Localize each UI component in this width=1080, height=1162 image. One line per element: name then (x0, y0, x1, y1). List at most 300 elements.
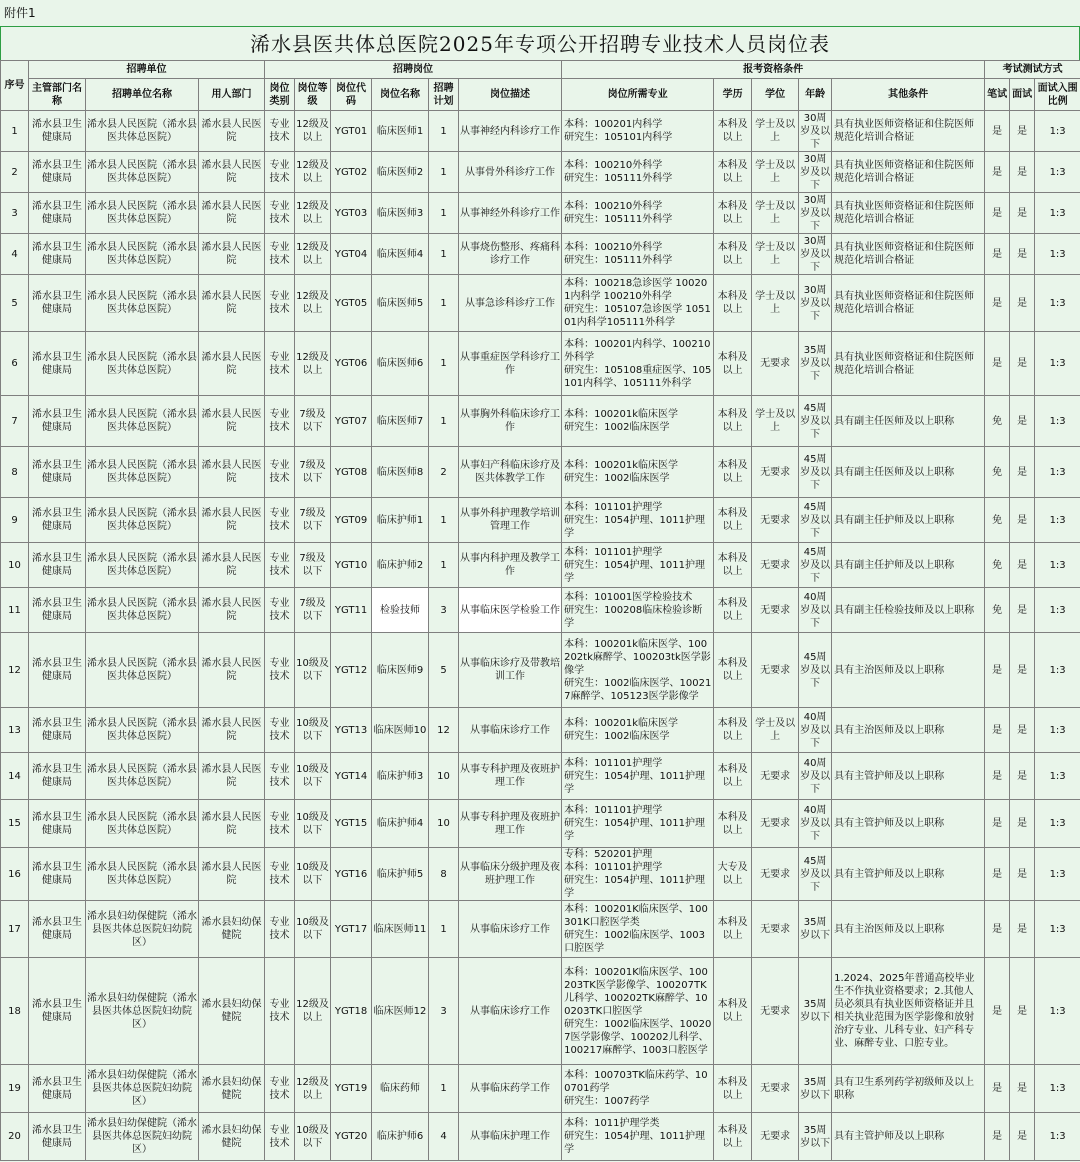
cell-interview: 是 (1010, 958, 1035, 1065)
cell-written: 免 (985, 588, 1010, 633)
cell-name: 临床医师4 (372, 234, 429, 275)
cell-dept: 浠水县卫生健康局 (29, 588, 86, 633)
cell-written: 是 (985, 1065, 1010, 1113)
cell-unit: 浠水县人民医院（浠水县医共体总医院） (86, 234, 199, 275)
cell-age: 40周岁及以下 (799, 753, 832, 800)
cell-major: 本科：101101护理学 研究生：1054护理、1011护理学 (562, 498, 714, 543)
cell-edu: 本科及以上 (714, 332, 752, 396)
cell-unit: 浠水县人民医院（浠水县医共体总医院） (86, 848, 199, 901)
header-degree: 学位 (752, 79, 799, 111)
cell-employer: 浠水县人民医院 (199, 234, 265, 275)
cell-major: 本科：100218急诊医学 100201内科学 100210外科学 研究生：105107急诊医学 105101内科学105111外科学 (562, 275, 714, 332)
cell-degree: 学士及以上 (752, 111, 799, 152)
cell-desc: 从事临床诊疗及带教培训工作 (459, 633, 562, 708)
cell-dept: 浠水县卫生健康局 (29, 275, 86, 332)
cell-age: 30周岁及以下 (800, 235, 831, 273)
cell-edu: 本科及以上 (714, 447, 752, 498)
cell-age: 45周岁及以下 (799, 498, 832, 543)
cell-employer: 浠水县人民医院 (199, 588, 265, 633)
cell-type: 专业技术 (265, 958, 295, 1065)
cell-other: 具有副主任检验技师及以上职称 (832, 588, 985, 633)
table-row (1, 1113, 1080, 1161)
cell-ratio: 1:3 (1035, 708, 1080, 753)
cell-code: YGT16 (331, 848, 372, 901)
cell-written: 是 (985, 193, 1010, 234)
cell-desc: 从事专科护理及夜班护理工作 (459, 753, 562, 800)
cell-unit: 浠水县人民医院（浠水县医共体总医院） (86, 396, 199, 447)
cell-type: 专业技术 (265, 633, 295, 708)
cell-level: 12级及以上 (295, 958, 331, 1065)
cell-desc: 从事内科护理及教学工作 (459, 543, 562, 588)
cell-type: 专业技术 (265, 447, 295, 498)
cell-seq: 17 (1, 901, 29, 958)
cell-other: 具有执业医师资格证和住院医师规范化培训合格证 (832, 193, 985, 234)
cell-plan: 1 (429, 332, 459, 396)
cell-unit: 浠水县人民医院（浠水县医共体总医院） (86, 498, 199, 543)
table-row (1, 396, 1080, 447)
cell-name: 临床护师6 (372, 1113, 429, 1161)
cell-name: 临床医师11 (372, 901, 429, 958)
cell-other: 具有副主任护师及以上职称 (832, 498, 985, 543)
cell-dept: 浠水县卫生健康局 (29, 848, 86, 901)
cell-dept: 浠水县卫生健康局 (29, 1113, 86, 1161)
cell-dept: 浠水县卫生健康局 (29, 152, 86, 193)
cell-written: 是 (985, 332, 1010, 396)
cell-degree: 学士及以上 (752, 708, 799, 753)
cell-dept: 浠水县卫生健康局 (29, 800, 86, 848)
cell-interview: 是 (1010, 543, 1035, 588)
cell-major: 本科：100201k临床医学 研究生：1002临床医学 (562, 396, 714, 447)
header-group-conditions: 报考资格条件 (562, 61, 985, 79)
table-row (1, 800, 1080, 848)
cell-major: 本科：101101护理学 研究生：1054护理、1011护理学 (562, 800, 714, 848)
cell-major: 本科：100201K临床医学、100203TK医学影像学、100207TK儿科学、100202TK麻醉学、100203TK口腔医学 研究生：1002临床医学、100207医学影像学、100202儿科学、100217麻醉学、1003口腔医学 (562, 958, 714, 1065)
cell-dept: 浠水县卫生健康局 (29, 901, 86, 958)
cell-unit: 浠水县人民医院（浠水县医共体总医院） (86, 193, 199, 234)
cell-ratio: 1:3 (1035, 275, 1080, 332)
cell-code: YGT11 (331, 588, 372, 633)
cell-written: 免 (985, 396, 1010, 447)
table-row (1, 633, 1080, 708)
cell-other: 具有副主任医师及以上职称 (832, 447, 985, 498)
cell-code: YGT08 (331, 447, 372, 498)
cell-name: 临床护师2 (372, 543, 429, 588)
cell-other: 具有副主任护师及以上职称 (832, 543, 985, 588)
cell-dept: 浠水县卫生健康局 (29, 708, 86, 753)
cell-interview: 是 (1010, 275, 1035, 332)
cell-type: 专业技术 (265, 901, 295, 958)
cell-major: 本科：100201内科学 研究生：105101内科学 (562, 111, 714, 152)
cell-age: 35周岁以下 (799, 1113, 832, 1161)
cell-age: 30周岁及以下 (800, 194, 831, 232)
cell-written: 免 (985, 447, 1010, 498)
cell-type: 专业技术 (265, 396, 295, 447)
cell-edu: 本科及以上 (714, 588, 752, 633)
cell-major: 本科：101101护理学 研究生：1054护理、1011护理学 (562, 753, 714, 800)
header-plan: 招聘计划 (429, 79, 459, 111)
cell-edu: 本科及以上 (714, 152, 752, 193)
cell-interview: 是 (1010, 800, 1035, 848)
cell-name: 临床护师1 (372, 498, 429, 543)
cell-name: 临床护师5 (372, 848, 429, 901)
cell-dept: 浠水县卫生健康局 (29, 958, 86, 1065)
cell-name: 临床护师4 (372, 800, 429, 848)
cell-age: 30周岁及以下 (800, 112, 831, 150)
cell-interview: 是 (1010, 111, 1035, 152)
cell-ratio: 1:3 (1035, 753, 1080, 800)
table-row (1, 588, 1080, 633)
cell-code: YGT07 (331, 396, 372, 447)
cell-other: 具有执业医师资格证和住院医师规范化培训合格证 (832, 234, 985, 275)
cell-level: 12级及以上 (295, 234, 331, 275)
cell-employer: 浠水县人民医院 (199, 800, 265, 848)
cell-type: 专业技术 (265, 193, 295, 234)
cell-employer: 浠水县妇幼保健院 (199, 1065, 265, 1113)
cell-plan: 1 (429, 498, 459, 543)
cell-age: 35周岁以下 (799, 901, 832, 958)
cell-ratio: 1:3 (1035, 396, 1080, 447)
cell-level: 7级及以下 (295, 498, 331, 543)
cell-unit: 浠水县人民医院（浠水县医共体总医院） (86, 111, 199, 152)
cell-degree: 无要求 (752, 848, 799, 901)
cell-code: YGT13 (331, 708, 372, 753)
cell-plan: 1 (429, 543, 459, 588)
cell-ratio: 1:3 (1035, 901, 1080, 958)
cell-desc: 从事临床诊疗工作 (459, 901, 562, 958)
cell-age: 35周岁及以下 (799, 332, 832, 396)
cell-ratio: 1:3 (1035, 1065, 1080, 1113)
cell-desc: 从事重症医学科诊疗工作 (459, 332, 562, 396)
cell-level: 7级及以下 (295, 396, 331, 447)
cell-major: 本科：101001医学检验技术 研究生：100208临床检验诊断学 (562, 588, 714, 633)
cell-seq: 15 (1, 800, 29, 848)
cell-degree: 无要求 (752, 800, 799, 848)
cell-employer: 浠水县妇幼保健院 (199, 901, 265, 958)
cell-seq: 2 (1, 152, 29, 193)
cell-plan: 8 (429, 848, 459, 901)
cell-interview: 是 (1010, 901, 1035, 958)
cell-degree: 无要求 (752, 1113, 799, 1161)
cell-employer: 浠水县人民医院 (199, 633, 265, 708)
cell-ratio: 1:3 (1035, 234, 1080, 275)
cell-major: 本科：100201k临床医学、100202tk麻醉学、100203tk医学影像学 研究生：1002临床医学、100217麻醉学、105123医学影像学 (562, 633, 714, 708)
cell-seq: 1 (1, 111, 29, 152)
cell-major: 本科：100210外科学 研究生：105111外科学 (562, 234, 714, 275)
cell-plan: 1 (429, 396, 459, 447)
cell-age: 45周岁及以下 (799, 848, 832, 901)
table-row (1, 901, 1080, 958)
cell-code: YGT02 (331, 152, 372, 193)
cell-seq: 9 (1, 498, 29, 543)
cell-degree: 无要求 (752, 543, 799, 588)
cell-code: YGT17 (331, 901, 372, 958)
table-row (1, 193, 1080, 234)
cell-unit: 浠水县妇幼保健院（浠水县医共体总医院妇幼院区） (86, 901, 199, 958)
cell-edu: 本科及以上 (714, 275, 752, 332)
cell-written: 是 (985, 275, 1010, 332)
cell-desc: 从事临床护理工作 (459, 1113, 562, 1161)
cell-level: 12级及以上 (295, 1065, 331, 1113)
cell-seq: 5 (1, 275, 29, 332)
cell-plan: 1 (429, 901, 459, 958)
cell-age: 30周岁及以下 (799, 275, 832, 332)
cell-seq: 19 (1, 1065, 29, 1113)
cell-plan: 2 (429, 447, 459, 498)
cell-employer: 浠水县人民医院 (199, 708, 265, 753)
table-row (1, 234, 1080, 275)
cell-employer: 浠水县妇幼保健院 (199, 1113, 265, 1161)
cell-seq: 10 (1, 543, 29, 588)
header-dept: 主管部门名称 (29, 79, 86, 111)
cell-edu: 本科及以上 (714, 753, 752, 800)
cell-unit: 浠水县人民医院（浠水县医共体总医院） (86, 708, 199, 753)
cell-other: 具有主治医师及以上职称 (832, 708, 985, 753)
cell-name: 临床医师3 (372, 193, 429, 234)
cell-code: YGT09 (331, 498, 372, 543)
cell-unit: 浠水县妇幼保健院（浠水县医共体总医院妇幼院区） (86, 1065, 199, 1113)
cell-employer: 浠水县人民医院 (199, 332, 265, 396)
cell-employer: 浠水县人民医院 (199, 152, 265, 193)
cell-employer: 浠水县人民医院 (199, 848, 265, 901)
cell-degree: 学士及以上 (752, 193, 799, 234)
cell-unit: 浠水县人民医院（浠水县医共体总医院） (86, 633, 199, 708)
cell-age: 45周岁及以下 (799, 396, 832, 447)
cell-plan: 1 (429, 234, 459, 275)
cell-other: 具有执业医师资格证和住院医师规范化培训合格证 (832, 111, 985, 152)
recruitment-table (0, 60, 1080, 1161)
cell-dept: 浠水县卫生健康局 (29, 543, 86, 588)
cell-type: 专业技术 (265, 234, 295, 275)
cell-desc: 从事临床药学工作 (459, 1065, 562, 1113)
cell-plan: 4 (429, 1113, 459, 1161)
cell-name: 临床医师2 (372, 152, 429, 193)
cell-degree: 无要求 (752, 901, 799, 958)
cell-name: 临床医师10 (372, 708, 429, 753)
cell-written: 是 (985, 708, 1010, 753)
cell-level: 7级及以下 (295, 543, 331, 588)
cell-interview: 是 (1010, 588, 1035, 633)
header-age: 年龄 (799, 79, 832, 111)
cell-age: 40周岁及以下 (799, 800, 832, 848)
cell-level: 7级及以下 (295, 588, 331, 633)
cell-age: 45周岁及以下 (799, 447, 832, 498)
cell-ratio: 1:3 (1035, 800, 1080, 848)
cell-code: YGT20 (331, 1113, 372, 1161)
cell-dept: 浠水县卫生健康局 (29, 193, 86, 234)
cell-interview: 是 (1010, 332, 1035, 396)
cell-dept: 浠水县卫生健康局 (29, 111, 86, 152)
cell-code: YGT14 (331, 753, 372, 800)
cell-interview: 是 (1010, 152, 1035, 193)
cell-age: 35周岁以下 (799, 1065, 832, 1113)
cell-edu: 本科及以上 (714, 800, 752, 848)
cell-other: 1.2024、2025年普通高校毕业生不作执业资格要求；2.其他人员必须具有执业医师资格证并且相关执业范围为医学影像和放射治疗专业、儿科专业、妇产科专业、麻醉专业、口腔专业。 (832, 958, 985, 1065)
cell-code: YGT06 (331, 332, 372, 396)
cell-edu: 本科及以上 (714, 1113, 752, 1161)
cell-major: 本科：100201内科学、100210外科学 研究生：105108重症医学、105101内科学、105111外科学 (562, 332, 714, 396)
cell-degree: 无要求 (752, 588, 799, 633)
header-seq: 序号 (1, 61, 29, 111)
cell-interview: 是 (1010, 498, 1035, 543)
header-post-type: 岗位类别 (265, 79, 295, 111)
cell-interview: 是 (1010, 1113, 1035, 1161)
cell-desc: 从事外科护理教学培训管理工作 (459, 498, 562, 543)
cell-interview: 是 (1010, 708, 1035, 753)
cell-interview: 是 (1010, 396, 1035, 447)
cell-unit: 浠水县人民医院（浠水县医共体总医院） (86, 543, 199, 588)
cell-other: 具有执业医师资格证和住院医师规范化培训合格证 (832, 275, 985, 332)
cell-desc: 从事神经内科诊疗工作 (459, 111, 562, 152)
table-row (1, 152, 1080, 193)
cell-ratio: 1:3 (1035, 633, 1080, 708)
cell-desc: 从事骨外科诊疗工作 (459, 152, 562, 193)
cell-code: YGT03 (331, 193, 372, 234)
header-group-exam: 考试测试方式 (985, 61, 1080, 79)
cell-degree: 学士及以上 (752, 152, 799, 193)
cell-written: 免 (985, 498, 1010, 543)
table-row (1, 1065, 1080, 1113)
header-education: 学历 (714, 79, 752, 111)
cell-level: 12级及以上 (295, 111, 331, 152)
cell-other: 具有主管护师及以上职称 (832, 753, 985, 800)
header-other: 其他条件 (832, 79, 985, 111)
cell-degree: 无要求 (752, 958, 799, 1065)
header-post-level: 岗位等级 (295, 79, 331, 111)
cell-employer: 浠水县人民医院 (199, 275, 265, 332)
cell-seq: 3 (1, 193, 29, 234)
cell-plan: 5 (429, 633, 459, 708)
cell-plan: 1 (429, 193, 459, 234)
cell-type: 专业技术 (265, 152, 295, 193)
cell-unit: 浠水县妇幼保健院（浠水县医共体总医院妇幼院区） (86, 958, 199, 1065)
cell-type: 专业技术 (265, 498, 295, 543)
cell-edu: 本科及以上 (714, 543, 752, 588)
table-row (1, 447, 1080, 498)
cell-dept: 浠水县卫生健康局 (29, 396, 86, 447)
cell-edu: 本科及以上 (714, 708, 752, 753)
cell-plan: 3 (429, 958, 459, 1065)
cell-unit: 浠水县人民医院（浠水县医共体总医院） (86, 753, 199, 800)
header-post-code: 岗位代码 (331, 79, 372, 111)
table-row (1, 708, 1080, 753)
cell-dept: 浠水县卫生健康局 (29, 332, 86, 396)
cell-level: 12级及以上 (295, 332, 331, 396)
cell-written: 是 (985, 800, 1010, 848)
cell-plan: 10 (429, 753, 459, 800)
cell-name: 临床医师5 (372, 275, 429, 332)
cell-written: 免 (985, 543, 1010, 588)
cell-major: 本科：100201k临床医学 研究生：1002临床医学 (562, 447, 714, 498)
cell-plan: 1 (429, 111, 459, 152)
cell-edu: 大专及以上 (714, 848, 752, 901)
cell-name: 临床医师9 (372, 633, 429, 708)
cell-name: 临床护师3 (372, 753, 429, 800)
cell-type: 专业技术 (265, 543, 295, 588)
cell-interview: 是 (1010, 848, 1035, 901)
cell-written: 是 (985, 848, 1010, 901)
header-unit-name: 招聘单位名称 (86, 79, 199, 111)
header-major: 岗位所需专业 (562, 79, 714, 111)
cell-major: 本科：100210外科学 研究生：105111外科学 (562, 193, 714, 234)
cell-age: 40周岁及以下 (799, 588, 832, 633)
cell-major: 本科：100210外科学 研究生：105111外科学 (562, 152, 714, 193)
page-title: 浠水县医共体总医院2025年专项公开招聘专业技术人员岗位表 (0, 26, 1080, 60)
cell-name: 临床药师 (372, 1065, 429, 1113)
cell-unit: 浠水县妇幼保健院（浠水县医共体总医院妇幼院区） (86, 1113, 199, 1161)
cell-desc: 从事专科护理及夜班护理工作 (459, 800, 562, 848)
cell-other: 具有主管护师及以上职称 (832, 800, 985, 848)
cell-interview: 是 (1010, 633, 1035, 708)
cell-type: 专业技术 (265, 275, 295, 332)
cell-edu: 本科及以上 (714, 498, 752, 543)
cell-age: 40周岁及以下 (799, 708, 832, 753)
cell-dept: 浠水县卫生健康局 (29, 1065, 86, 1113)
cell-seq: 8 (1, 447, 29, 498)
cell-code: YGT19 (331, 1065, 372, 1113)
cell-employer: 浠水县妇幼保健院 (199, 958, 265, 1065)
cell-plan: 12 (429, 708, 459, 753)
cell-ratio: 1:3 (1035, 848, 1080, 901)
cell-degree: 无要求 (752, 498, 799, 543)
cell-interview: 是 (1010, 1065, 1035, 1113)
cell-type: 专业技术 (265, 848, 295, 901)
cell-edu: 本科及以上 (714, 193, 752, 234)
cell-dept: 浠水县卫生健康局 (29, 447, 86, 498)
cell-other: 具有主治医师及以上职称 (832, 633, 985, 708)
cell-other: 具有副主任医师及以上职称 (832, 396, 985, 447)
cell-ratio: 1:3 (1035, 193, 1080, 234)
cell-edu: 本科及以上 (714, 633, 752, 708)
cell-type: 专业技术 (265, 1113, 295, 1161)
cell-level: 10级及以下 (295, 848, 331, 901)
cell-name: 临床医师12 (372, 958, 429, 1065)
cell-code: YGT18 (331, 958, 372, 1065)
cell-other: 具有执业医师资格证和住院医师规范化培训合格证 (832, 152, 985, 193)
cell-type: 专业技术 (265, 588, 295, 633)
cell-major: 本科：1011护理学类 研究生：1054护理、1011护理学 (562, 1113, 714, 1161)
cell-type: 专业技术 (265, 332, 295, 396)
cell-written: 是 (985, 901, 1010, 958)
cell-seq: 11 (1, 588, 29, 633)
cell-code: YGT05 (331, 275, 372, 332)
cell-written: 是 (985, 111, 1010, 152)
cell-written: 是 (985, 958, 1010, 1065)
cell-degree: 学士及以上 (752, 234, 799, 275)
cell-written: 是 (985, 1113, 1010, 1161)
cell-level: 12级及以上 (295, 152, 331, 193)
cell-seq: 16 (1, 848, 29, 901)
cell-unit: 浠水县人民医院（浠水县医共体总医院） (86, 447, 199, 498)
cell-desc: 从事妇产科临床诊疗及医共体教学工作 (459, 447, 562, 498)
attachment-label: 附件1 (0, 0, 1080, 26)
cell-plan: 1 (429, 1065, 459, 1113)
cell-age: 35周岁以下 (799, 958, 832, 1065)
header-description: 岗位描述 (459, 79, 562, 111)
cell-type: 专业技术 (265, 1065, 295, 1113)
cell-major: 本科：100703TK临床药学、100701药学 研究生：1007药学 (562, 1065, 714, 1113)
header-written: 笔试 (985, 79, 1010, 111)
cell-code: YGT04 (331, 234, 372, 275)
cell-dept: 浠水县卫生健康局 (29, 234, 86, 275)
cell-code: YGT10 (331, 543, 372, 588)
cell-written: 是 (985, 633, 1010, 708)
header-interview: 面试 (1010, 79, 1035, 111)
cell-other: 具有主管护师及以上职称 (832, 1113, 985, 1161)
cell-edu: 本科及以上 (714, 1065, 752, 1113)
cell-employer: 浠水县人民医院 (199, 498, 265, 543)
cell-ratio: 1:3 (1035, 332, 1080, 396)
cell-code: YGT12 (331, 633, 372, 708)
